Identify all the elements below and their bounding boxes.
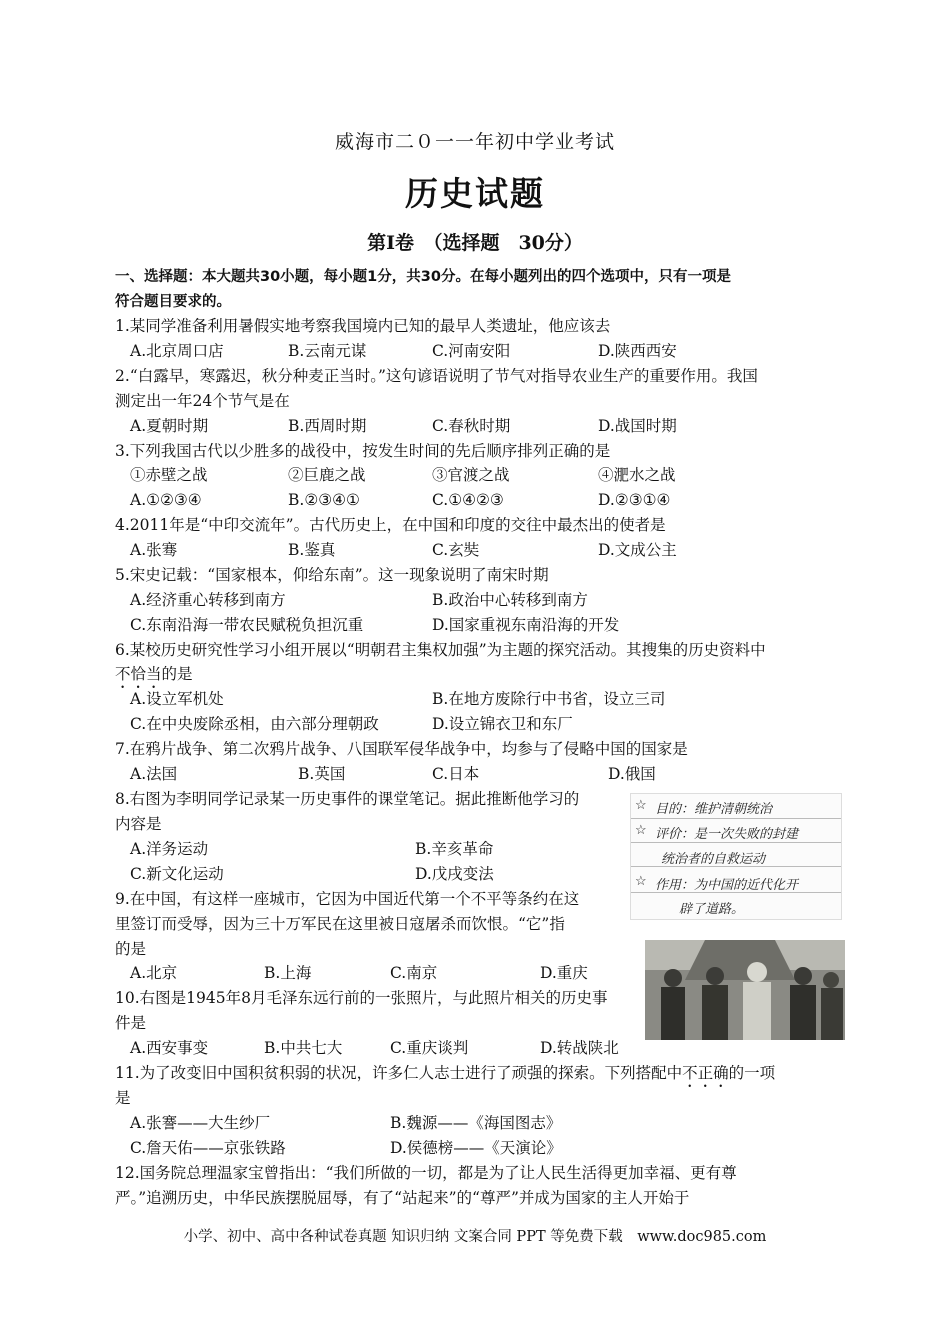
- q5-option-d: D.国家重视东南沿海的开发: [432, 616, 620, 634]
- question-3-stem: 3.下列我国古代以少胜多的战役中，按发生时间的先后顺序排列正确的是: [115, 442, 611, 460]
- question-12-stem-2: 严。”追溯历史，中华民族摆脱屈辱，有了“站起来”的“尊严”并成为国家的主人开始于: [115, 1189, 690, 1207]
- q7-option-c: C.日本: [432, 765, 480, 783]
- section-title: 第Ⅰ卷 （选择题 30分）: [367, 232, 583, 254]
- page-footer: 小学、初中、高中各种试卷真题 知识归纳 文案合同 PPT 等免费下载 www.doc985.com: [183, 1229, 767, 1245]
- q3-item-1: ①赤壁之战: [130, 466, 208, 484]
- q6-option-c: C.在中央废除丞相，由六部分理朝政: [130, 715, 379, 733]
- q9-option-d: D.重庆: [540, 964, 588, 982]
- note-line-5: 辟了道路。: [679, 902, 745, 917]
- q4-option-a: A.张骞: [130, 541, 178, 559]
- handwritten-notes-image: [630, 793, 842, 920]
- q2-option-b: B.西周时期: [288, 417, 367, 435]
- q1-option-d: D.陕西西安: [598, 342, 677, 360]
- question-11-stem-1-head: 11.为了改变旧中国积贫积弱的状况，许多仁人志士进行了顽强的探索。下列搭配中: [115, 1064, 683, 1082]
- question-11-stem-1: [115, 1063, 775, 1091]
- question-9-stem-1: 9.在中国，有这样一座城市，它因为中国近代第一个不平等条约在这: [115, 890, 580, 908]
- question-10-stem-1: 10.右图是1945年8月毛泽东远行前的一张照片，与此照片相关的历史事: [115, 989, 608, 1007]
- exam-subtitle: 威海市二０一一年初中学业考试: [334, 131, 615, 153]
- q9-option-b: B.上海: [264, 964, 312, 982]
- question-2-stem-1: 2.“白露早，寒露迟，秋分种麦正当时。”这句谚语说明了节气对指导农业生产的重要作用。我国: [115, 367, 758, 385]
- q3-option-c: C.①④②③: [432, 491, 504, 509]
- question-12-stem-1: 12.国务院总理温家宝曾指出：“我们所做的一切，都是为了让人民生活得更加幸福、更有尊: [115, 1164, 737, 1182]
- q5-option-b: B.政治中心转移到南方: [432, 591, 588, 609]
- q11-option-d: D.侯德榜——《天演论》: [390, 1139, 562, 1157]
- question-2-stem-2: 测定出一年24个节气是在: [115, 392, 290, 410]
- q4-option-b: B.鉴真: [288, 541, 336, 559]
- q7-option-d: D.俄国: [608, 765, 656, 783]
- q5-option-c: C.东南沿海一带农民赋税负担沉重: [130, 616, 364, 634]
- q10-option-b: B.中共七大: [264, 1039, 343, 1057]
- question-1-stem: 1.某同学准备利用暑假实地考察我国境内已知的最早人类遗址，他应该去: [115, 317, 611, 335]
- q10-option-c: C.重庆谈判: [390, 1039, 469, 1057]
- q8-option-c: C.新文化运动: [130, 865, 224, 883]
- q4-option-d: D.文成公主: [598, 541, 677, 559]
- emphasis-text: 不恰当: [115, 665, 162, 683]
- q3-item-3: ③官渡之战: [432, 466, 510, 484]
- q2-option-c: C.春秋时期: [432, 417, 511, 435]
- question-9-stem-3: 的是: [115, 940, 147, 958]
- question-9-stem-2: 里签订而受辱，因为三十万军民在这里被日寇屠杀而饮恨。“它”指: [115, 915, 565, 933]
- q8-option-d: D.戊戌变法: [415, 865, 494, 883]
- q5-option-a: A.经济重心转移到南方: [130, 591, 286, 609]
- q1-option-b: B.云南元谋: [288, 342, 367, 360]
- question-4-stem: 4.2011年是“中印交流年”。古代历史上，在中国和印度的交往中最杰出的使者是: [115, 516, 666, 534]
- q2-option-d: D.战国时期: [598, 417, 677, 435]
- q2-option-a: A.夏朝时期: [130, 417, 209, 435]
- note-line-3: 统治者的自救运动: [661, 852, 766, 867]
- q7-option-a: A.法国: [130, 765, 178, 783]
- star-icon: ☆: [635, 874, 647, 889]
- q1-option-a: A.北京周口店: [130, 342, 224, 360]
- q11-option-a: A.张謇——大生纱厂: [130, 1114, 271, 1132]
- star-icon: ☆: [635, 823, 647, 838]
- q3-option-b: B.②③④①: [288, 491, 360, 509]
- q8-option-a: A.洋务运动: [130, 840, 209, 858]
- q3-option-a: A.①②③④: [130, 491, 202, 509]
- exam-title: 历史试题: [405, 174, 545, 213]
- note-line-4: 作用：为中国的近代化开: [655, 878, 799, 893]
- q11-option-c: C.詹天佑——京张铁路: [130, 1139, 286, 1157]
- question-8-stem-2: 内容是: [115, 815, 162, 833]
- q10-option-d: D.转战陕北: [540, 1039, 619, 1057]
- question-6-stem-2: [115, 664, 193, 692]
- note-line-1: 目的：维护清朝统治: [655, 802, 773, 817]
- q3-item-2: ②巨鹿之战: [288, 466, 366, 484]
- q7-option-b: B.英国: [298, 765, 346, 783]
- q8-option-b: B.辛亥革命: [415, 840, 494, 858]
- q6-option-b: B.在地方废除行中书省，设立三司: [432, 690, 666, 708]
- instructions-line-2: 符合题目要求的。: [115, 294, 231, 310]
- q9-option-a: A.北京: [130, 964, 178, 982]
- note-line-2: 评价：是一次失败的封建: [655, 827, 799, 842]
- star-icon: ☆: [635, 798, 647, 813]
- question-8-stem-1: 8.右图为李明同学记录某一历史事件的课堂笔记。据此推断他学习的: [115, 790, 580, 808]
- question-11-stem-1-tail: 的一项: [728, 1064, 776, 1082]
- question-7-stem: 7.在鸦片战争、第二次鸦片战争、八国联军侵华战争中，均参与了侵略中国的国家是: [115, 740, 688, 758]
- q6-option-d: D.设立锦衣卫和东厂: [432, 715, 573, 733]
- q1-option-c: C.河南安阳: [432, 342, 511, 360]
- q6-option-a: A.设立军机处: [130, 690, 224, 708]
- historical-photo: [645, 940, 845, 1040]
- q3-option-d: D.②③①④: [598, 491, 671, 509]
- q10-option-a: A.西安事变: [130, 1039, 209, 1057]
- question-6-stem-2-tail: 的是: [161, 665, 193, 683]
- question-10-stem-2: 件是: [115, 1014, 147, 1032]
- q3-item-4: ④淝水之战: [598, 466, 676, 484]
- instructions-line-1: 一、选择题：本大题共30小题，每小题1分，共30分。在每小题列出的四个选项中，只有一项是: [115, 269, 731, 285]
- q11-option-b: B.魏源——《海国图志》: [390, 1114, 562, 1132]
- photo-figures: [645, 940, 845, 1040]
- question-11-stem-2: 是: [115, 1089, 131, 1107]
- question-6-stem-1: 6.某校历史研究性学习小组开展以“明朝君主集权加强”为主题的探究活动。其搜集的历史资料中: [115, 641, 766, 659]
- q9-option-c: C.南京: [390, 964, 438, 982]
- question-5-stem: 5.宋史记载：“国家根本，仰给东南”。这一现象说明了南宋时期: [115, 566, 549, 584]
- emphasis-text: 不正确: [682, 1064, 729, 1082]
- q4-option-c: C.玄奘: [432, 541, 480, 559]
